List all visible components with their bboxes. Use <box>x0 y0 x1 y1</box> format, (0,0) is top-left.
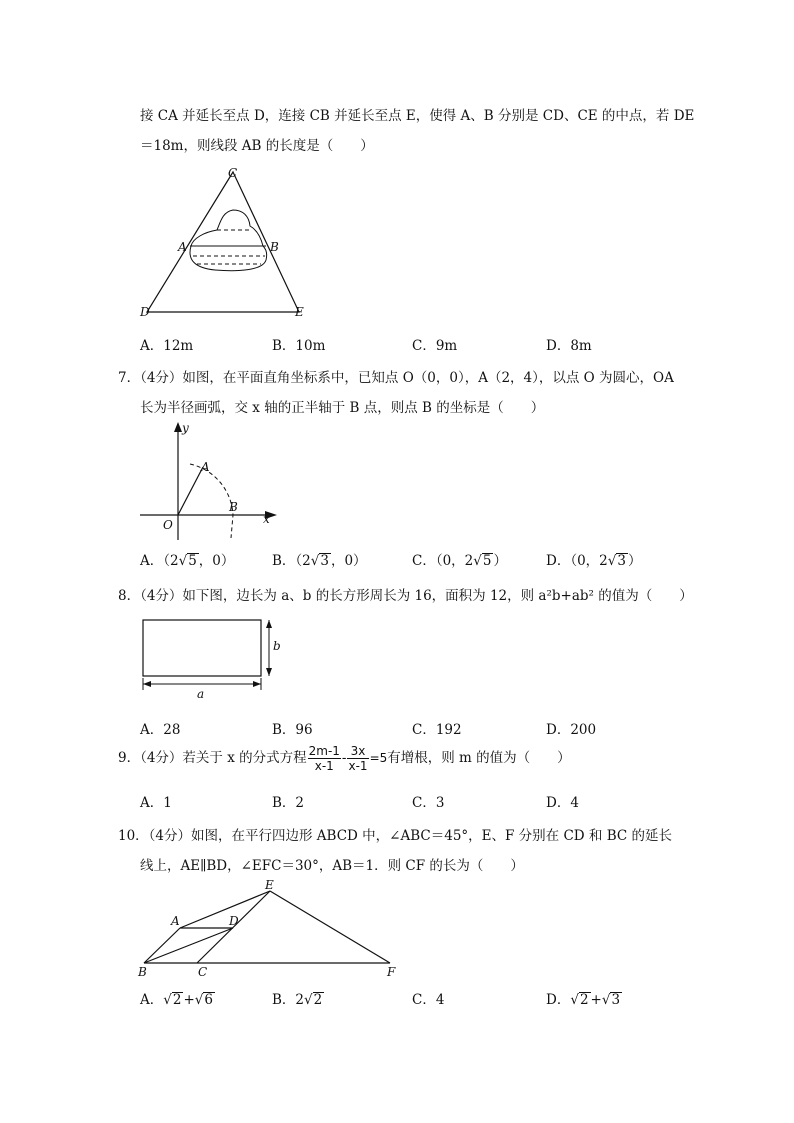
q6-label-e: E <box>295 305 304 319</box>
q10-label-d: D <box>229 914 239 928</box>
q6-option-b: B．10m <box>272 338 326 354</box>
q10-label-f: F <box>387 965 396 979</box>
q10-label-b: B <box>138 965 147 979</box>
q8-option-c: C．192 <box>412 722 462 738</box>
q10-label-e: E <box>265 878 274 892</box>
q9-fraction-1: $\frac{2m-1}{x-1}$ <box>308 744 340 773</box>
q10-option-a: A．√2 +√6 <box>140 992 213 1008</box>
q7-label-x: x <box>263 512 270 526</box>
q7-label-o: O <box>163 518 173 532</box>
q8-option-d: D．200 <box>546 722 597 738</box>
q10-text-line1: 10．（4分）如图，在平行四边形 ABCD 中，∠ABC＝45°，E、F 分别在 CD 和 BC 的延长 <box>118 828 672 844</box>
q7-option-a: A．（2√5 ，0） <box>140 553 235 569</box>
q6-text-line1: 接 CA 并延长至点 D，连接 CB 并延长至点 E，使得 A、B 分别是 CD、CE 的中点，若 DE <box>140 108 695 124</box>
q7-coordinate-figure <box>135 420 285 545</box>
q6-triangle-figure <box>135 160 315 322</box>
q9-fraction-2: $\frac{3x}{x-1}$ <box>348 744 368 773</box>
q10-parallelogram-figure <box>135 876 410 981</box>
q7-text-line2: 长为半径画弧，交 x 轴的正半轴于 B 点，则点 B 的坐标是（ ） <box>140 400 545 416</box>
q9-text: 9．（4分）若关于 x 的分式方程 $\frac{2m-1}{x-1}$ - $\frac{3x}{x-1}$ =5有增根，则 m 的值为（ ） <box>118 744 571 773</box>
q10-option-b: B．2√2 <box>272 992 323 1008</box>
q6-text-line2: ＝18m，则线段 AB 的长度是（ ） <box>140 138 374 154</box>
q8-option-a: A．28 <box>140 722 181 738</box>
q10-option-c: C．4 <box>412 992 445 1008</box>
q8-label-a: a <box>197 687 205 701</box>
q9-option-b: B．2 <box>272 795 305 811</box>
q8-text-line1: 8．（4分）如下图，边长为 a、b 的长方形周长为 16，面积为 12，则 a²b+ab² 的值为（ ） <box>118 588 693 604</box>
q7-text-line1: 7．（4分）如图，在平面直角坐标系中，已知点 O（0，0），A（2，4），以点 O 为圆心，OA <box>118 370 674 386</box>
q6-option-a: A．12m <box>140 338 194 354</box>
q10-label-c: C <box>198 965 208 979</box>
q7-label-b: B <box>229 500 238 514</box>
q6-option-d: D．8m <box>546 338 592 354</box>
q7-label-a: A <box>201 460 210 474</box>
q8-label-b: b <box>273 639 281 653</box>
q9-suffix: 有增根，则 m 的值为（ ） <box>387 750 571 766</box>
q6-label-d: D <box>140 305 150 319</box>
q10-option-d: D．√2 +√3 <box>546 992 621 1008</box>
q9-prefix: 9．（4分）若关于 x 的分式方程 <box>118 750 307 766</box>
q7-option-d: D．（0，2√3 ） <box>546 553 642 569</box>
q9-option-c: C．3 <box>412 795 445 811</box>
q8-rectangle-figure <box>135 612 295 702</box>
q6-label-b: B <box>270 240 279 254</box>
q9-option-d: D．4 <box>546 795 579 811</box>
q6-option-c: C．9m <box>412 338 458 354</box>
q6-label-a: A <box>178 240 187 254</box>
q7-option-b: B．（2√3 ，0） <box>272 553 367 569</box>
q9-option-a: A．1 <box>140 795 172 811</box>
q8-option-b: B．96 <box>272 722 313 738</box>
q6-label-c: C <box>228 166 238 180</box>
q7-label-y: y <box>182 421 189 435</box>
q10-label-a: A <box>171 914 180 928</box>
q7-option-c: C．（0，2√5 ） <box>412 553 507 569</box>
q10-text-line2: 线上，AE∥BD，∠EFC＝30°，AB＝1．则 CF 的长为（ ） <box>140 858 524 874</box>
